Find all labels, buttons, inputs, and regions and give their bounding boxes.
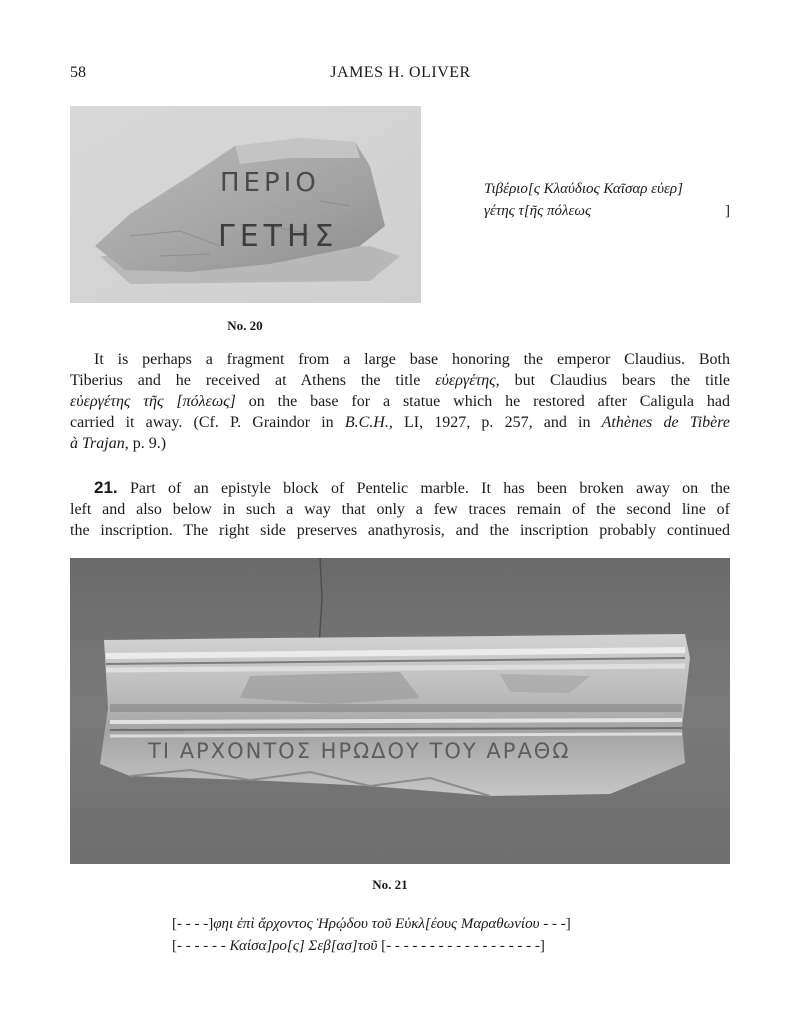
entry-21-line-1 bbox=[70, 477, 730, 499]
running-head: JAMES H. OLIVER bbox=[330, 64, 471, 81]
paragraph-1-line-3-b: on the base for a statue which he restored after Caligula had bbox=[235, 393, 731, 410]
paragraph-1-line-5 bbox=[70, 433, 730, 454]
figure-21-photo bbox=[70, 558, 730, 864]
inscription-21-line-1-open: [- - - -] bbox=[172, 916, 214, 932]
inscription-20-line-2-bracket: ] bbox=[725, 203, 730, 219]
paragraph-1-greek-title: εὐεργέτης, bbox=[435, 372, 500, 389]
entry-number: 21. bbox=[94, 478, 118, 497]
entry-21-line-3: the inscription. The right side preserves anathyrosis, and the inscription probably continued bbox=[70, 522, 730, 539]
paragraph-1-line-2-b: but Claudius bears the title bbox=[499, 372, 731, 389]
paragraph-1-line-3 bbox=[70, 391, 730, 412]
citation-journal: B.C.H. bbox=[344, 414, 389, 431]
paragraph-1-line-1: It is perhaps a fragment from a large base honoring the emperor Claudius. Both bbox=[94, 351, 730, 368]
page-number: 58 bbox=[70, 64, 86, 81]
entry-21-line-1-text: Part of an epistyle block of Pentelic marble. It has been broken away on the bbox=[117, 480, 730, 497]
figure-21-stone-letters: ΤΙ ΑΡΧΟΝΤΟΣ ΗΡΩΔΟΥ ΤΟΥ ΑΡΑΘΩ bbox=[148, 739, 571, 763]
inscription-21-line-2-open: [- - - - - - bbox=[172, 938, 230, 954]
inscription-21-line-2-greek: Καίσα]ρο[ς] Σεβ[ασ]τοῦ bbox=[229, 938, 378, 954]
inscription-21-line-1-close: - - -] bbox=[539, 916, 571, 932]
citation-book-title-part-2: à Trajan, bbox=[70, 435, 129, 452]
citation-book-title-part-1: Athènes de Tibère bbox=[601, 414, 730, 431]
commentary-paragraph bbox=[70, 349, 730, 454]
inscription-20-line-2 bbox=[484, 200, 730, 222]
inscription-20-line-2-text: γέτης τ[ῆς πόλεως bbox=[484, 203, 592, 219]
paragraph-1-line-5-b: p. 9.) bbox=[128, 435, 167, 452]
paragraph-1-line-4-b: , LI, 1927, p. 257, and in bbox=[388, 414, 602, 431]
paragraph-1-line-4 bbox=[70, 412, 730, 433]
paragraph-1-line-2 bbox=[70, 370, 730, 391]
paragraph-1-line-2-a: Tiberius and he received at Athens the title bbox=[70, 372, 436, 389]
inscription-21-line-1-greek: φηι ἐπὶ ἄρχοντος Ἡρῴδου τοῦ Εὐκλ[έους Μαραθωνίου bbox=[213, 916, 540, 932]
paragraph-1-line-4-a: carried it away. (Cf. P. Graindor in bbox=[70, 414, 345, 431]
entry-21-paragraph bbox=[70, 477, 730, 541]
figure-20-photo bbox=[70, 106, 421, 303]
inscription-21-line-2-close: [- - - - - - - - - - - - - - - - - -] bbox=[377, 938, 545, 954]
figure-20-stone-letters-bottom: ΓΕΤΗΣ bbox=[218, 219, 339, 254]
figure-20-caption: No. 20 bbox=[227, 318, 263, 333]
figure-20-stone-letters-top: ΠΕΡΙΟ bbox=[220, 168, 320, 198]
figure-21-caption: No. 21 bbox=[372, 877, 408, 892]
inscription-20 bbox=[484, 178, 730, 222]
entry-21-line-2: left and also below in such a way that only a few traces remain of the second line of bbox=[70, 501, 730, 518]
inscription-21-line-1 bbox=[172, 913, 642, 935]
inscription-21-line-2 bbox=[172, 935, 642, 957]
inscription-20-line-1: Τιβέριο[ς Κλαύδιος Καῖσαρ εὐερ] bbox=[484, 181, 683, 197]
inscription-21 bbox=[172, 913, 642, 957]
paragraph-1-greek-phrase: εὐεργέτης τῆς [πόλεως] bbox=[70, 393, 236, 410]
